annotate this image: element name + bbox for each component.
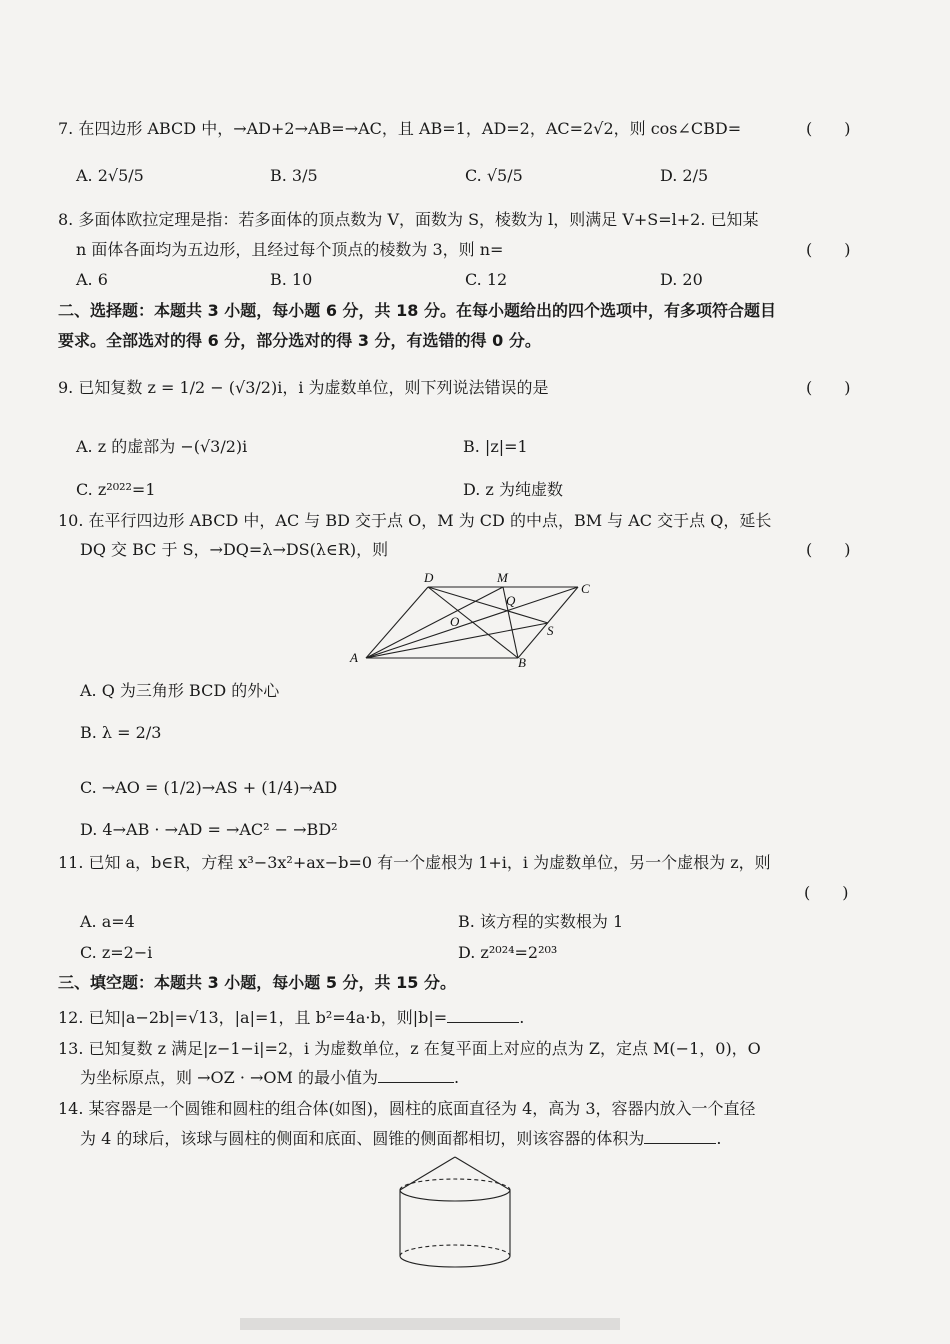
q7-option-a: A. 2√5/5 (76, 166, 144, 185)
q7-paren: ( ) (806, 119, 851, 138)
q12-line (58, 1008, 524, 1028)
q8-option-d: D. 20 (660, 270, 703, 289)
cone-right-edge (455, 1157, 510, 1190)
label-b: B (518, 655, 526, 670)
q14-line2 (80, 1129, 721, 1149)
q10-line1: 10. 在平行四边形 ABCD 中，AC 与 BD 交于点 O，M 为 CD 的中点，BM 与 AC 交于点 Q，延长 (58, 511, 772, 530)
section3-heading: 三、填空题：本题共 3 小题，每小题 5 分，共 15 分。 (58, 973, 456, 992)
q8-line2: n 面体各面均为五边形，且经过每个顶点的棱数为 3，则 n= (76, 240, 504, 259)
section2-heading-line2: 要求。全部选对的得 6 分，部分选对的得 3 分，有选错的得 0 分。 (58, 331, 541, 350)
segment-am (366, 587, 503, 658)
q14-end: . (716, 1129, 722, 1148)
q9-option-c: C. z²⁰²²=1 (76, 480, 156, 499)
q9-paren: ( ) (806, 378, 851, 397)
q10-option-d: D. 4→AB · →AD = →AC² − →BD² (80, 820, 338, 839)
q11-option-d: D. z²⁰²⁴=2²⁰³ (458, 943, 558, 962)
q10-line2: DQ 交 BC 于 S，→DQ=λ→DS(λ∈R)，则 (80, 540, 389, 559)
q9-option-d: D. z 为纯虚数 (463, 480, 563, 499)
q13-answer-blank[interactable] (378, 1068, 454, 1083)
q10-option-b: B. λ = 2/3 (80, 723, 162, 742)
q8-line1: 8. 多面体欧拉定理是指：若多面体的顶点数为 V，面数为 S，棱数为 l，则满足 V+S=l+2. 已知某 (58, 210, 759, 229)
q11-line1: 11. 已知 a，b∈R，方程 x³−3x²+ax−b=0 有一个虚根为 1+i，i 为虚数单位，另一个虚根为 z，则 (58, 853, 771, 872)
q8-option-b: B. 10 (270, 270, 313, 289)
q12-stem: 12. 已知|a−2b|=√13，|a|=1，且 b²=4a·b，则|b|= (58, 1008, 448, 1027)
parallelogram-figure (340, 568, 610, 673)
q14-line1: 14. 某容器是一个圆锥和圆柱的组合体(如图)，圆柱的底面直径为 4，高为 3，容器内放入一个直径 (58, 1099, 756, 1118)
q9-stem: 9. 已知复数 z = 1/2 − (√3/2)i，i 为虚数单位，则下列说法错误的是 (58, 378, 549, 397)
page-footer-smudge (240, 1318, 620, 1330)
q8-option-a: A. 6 (76, 270, 108, 289)
q10-paren: ( ) (806, 540, 851, 559)
q7-option-c: C. √5/5 (465, 166, 523, 185)
q8-option-c: C. 12 (465, 270, 508, 289)
label-o: O (450, 614, 460, 629)
q12-answer-blank[interactable] (447, 1008, 519, 1023)
section2-heading-line1: 二、选择题：本题共 3 小题，每小题 6 分，共 18 分。在每小题给出的四个选项中，有多项符合题目 (58, 301, 776, 320)
q13-line1: 13. 已知复数 z 满足|z−1−i|=2，i 为虚数单位，z 在复平面上对应的点为 Z，定点 M(−1，0)，O (58, 1039, 761, 1058)
diagonal-bd (428, 587, 518, 658)
label-c: C (581, 581, 590, 596)
q9-option-a: A. z 的虚部为 −(√3/2)i (76, 437, 248, 456)
q14-answer-blank[interactable] (644, 1129, 716, 1144)
q7-option-d: D. 2/5 (660, 166, 709, 185)
q13-end: . (453, 1068, 460, 1087)
bottom-ellipse-back (400, 1245, 510, 1256)
label-d: D (424, 570, 434, 585)
label-m: M (497, 570, 508, 585)
label-q: Q (506, 593, 516, 608)
label-a: A (350, 650, 358, 665)
q13-stem: 为坐标原点，则 →OZ · →OM 的最小值为 (80, 1068, 378, 1087)
cone-left-edge (400, 1157, 455, 1190)
q11-option-c: C. z=2−i (80, 943, 153, 962)
q11-paren: ( ) (804, 883, 849, 902)
cone-cylinder-figure (390, 1152, 520, 1280)
q12-end: . (519, 1008, 525, 1027)
q11-option-a: A. a=4 (80, 912, 135, 931)
top-ellipse-front (400, 1190, 510, 1201)
q13-line2 (80, 1068, 459, 1088)
q7-stem: 7. 在四边形 ABCD 中，→AD+2→AB=→AC，且 AB=1，AD=2，AC=2√2，则 cos∠CBD= (58, 119, 742, 138)
label-s: S (547, 623, 554, 638)
q10-option-a: A. Q 为三角形 BCD 的外心 (80, 681, 280, 700)
q7-option-b: B. 3/5 (270, 166, 318, 185)
q10-option-c: C. →AO = (1/2)→AS + (1/4)→AD (80, 778, 338, 797)
q8-paren: ( ) (806, 240, 851, 259)
bottom-ellipse-front (400, 1256, 510, 1267)
q14-stem: 为 4 的球后，该球与圆柱的侧面和底面、圆锥的侧面都相切，则该容器的体积为 (80, 1129, 645, 1148)
q11-option-b: B. 该方程的实数根为 1 (458, 912, 624, 931)
q9-option-b: B. |z|=1 (463, 437, 528, 456)
